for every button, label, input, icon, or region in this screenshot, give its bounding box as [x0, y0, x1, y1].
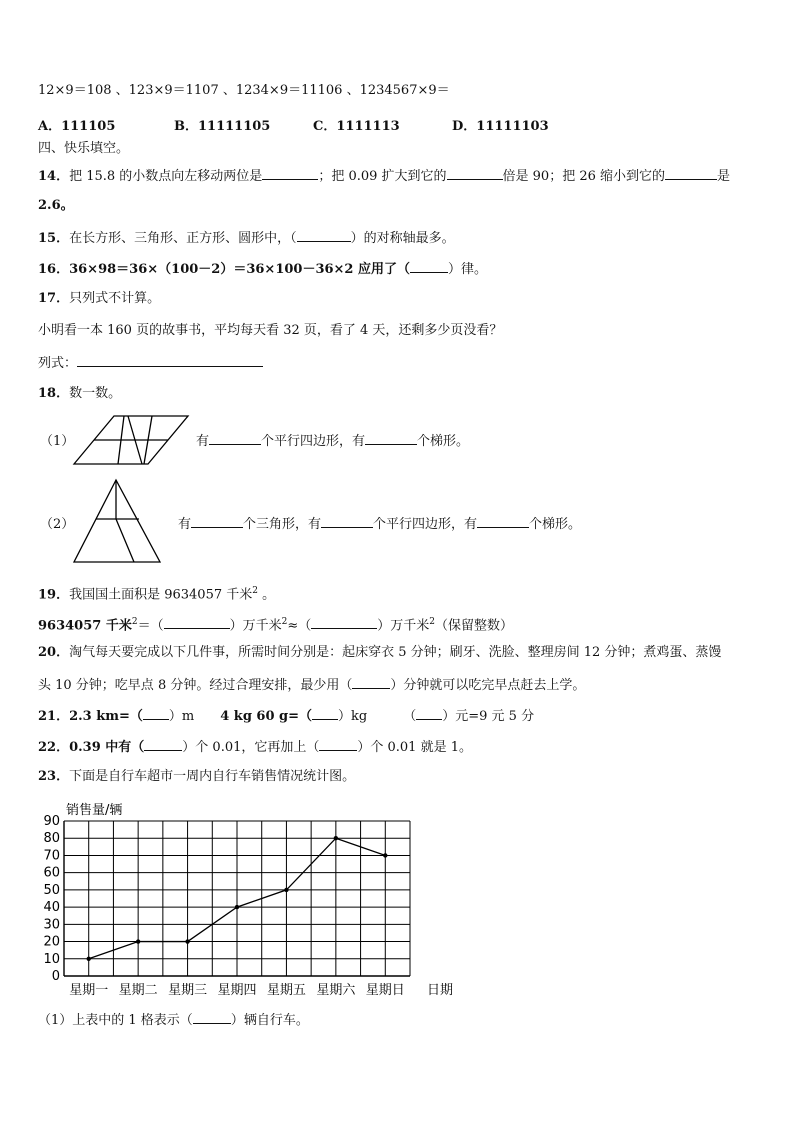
- q19-l2-f: （保留整数）: [435, 618, 514, 634]
- q21-a2: ）m: [168, 709, 195, 724]
- q19-end: 。: [258, 587, 276, 603]
- q20-blank[interactable]: [352, 675, 390, 689]
- q19-sup-4: 2: [429, 617, 436, 627]
- q17-number: 17．: [38, 291, 70, 306]
- q19-sup-1: 2: [252, 586, 258, 596]
- q22-line: [38, 737, 472, 757]
- q22-b: ）个 0.01，它再加上（: [182, 740, 320, 755]
- q18-p2-a: 有: [178, 517, 192, 532]
- q23-title: 下面是自行车超市一周内自行车销售情况统计图。: [69, 769, 356, 784]
- q17-answer-blank[interactable]: [77, 353, 263, 367]
- q20-number: 20．: [38, 645, 70, 660]
- q18-p1-blank-2[interactable]: [365, 431, 417, 445]
- q23-title-line: [38, 768, 355, 786]
- q18-p2-b: 个三角形，有: [243, 517, 322, 532]
- q19-l2-b: ＝（: [137, 618, 164, 634]
- q20-line1: [38, 644, 721, 662]
- q20-text-2a: 头 10 分钟；吃早点 8 分钟。经过合理安排，最少用（: [38, 678, 353, 693]
- data-point-1: [87, 957, 91, 961]
- q16-number: 16．: [38, 262, 70, 277]
- q19-l2-c: ）万千米: [229, 618, 282, 634]
- q15-blank[interactable]: [297, 228, 351, 242]
- data-point-5: [284, 888, 288, 892]
- q15-number: 15．: [38, 231, 70, 246]
- q18-part1-text: [196, 430, 469, 449]
- x-axis-label: 日期: [426, 983, 454, 998]
- q14-blank-3[interactable]: [665, 166, 717, 180]
- q19-line2: [38, 613, 513, 635]
- q14-blank-1[interactable]: [262, 166, 318, 180]
- q21-b2: ）kg: [338, 709, 368, 724]
- y-tick-label: 30: [43, 917, 60, 933]
- q18-part1-number: （1）: [40, 434, 75, 449]
- data-point-6: [334, 836, 338, 840]
- q21-c2: ）元=9 元 5 分: [442, 709, 535, 724]
- q14-line1: [38, 166, 730, 186]
- q18-title-line: [38, 385, 121, 403]
- q22-c: ）个 0.01 就是 1。: [357, 740, 472, 755]
- q13-option-a[interactable]: A．111105: [38, 119, 116, 134]
- q14-line2: 2.6。: [38, 198, 74, 213]
- q16-line: [38, 259, 487, 279]
- q15-text-b: ）的对称轴最多。: [350, 231, 455, 246]
- q19-blank-1[interactable]: [164, 615, 230, 629]
- q14-blank-2[interactable]: [447, 166, 503, 180]
- data-point-4: [235, 905, 239, 909]
- y-tick-label: 90: [43, 814, 60, 829]
- q13-option-d[interactable]: D．11111103: [452, 119, 549, 134]
- q20-text-2b: ）分钟就可以吃完早点赶去上学。: [390, 678, 586, 693]
- x-tick-label: 星期四: [217, 983, 257, 998]
- data-point-2: [136, 939, 140, 943]
- q17-problem: 小明看一本 160 页的故事书，平均每天看 32 页，看了 4 天，还剩多少页没看？: [38, 323, 503, 338]
- q16-text-a: 36×98＝36×（100－2）＝36×100－36×2 应用了（: [69, 262, 411, 277]
- q18-p1-blank-1[interactable]: [209, 431, 261, 445]
- q18-p2-blank-3[interactable]: [477, 514, 529, 528]
- y-tick-label: 80: [43, 831, 60, 847]
- q21-blank-1[interactable]: [143, 706, 169, 720]
- y-axis-label: 销售量/辆: [66, 803, 123, 818]
- q19-sup-2: 2: [131, 617, 138, 627]
- q20-text-1: 淘气每天要完成以下几件事，所需时间分别是：起床穿衣 5 分钟；刷牙、洗脸、整理房间 12 分钟；煮鸡蛋、蒸馒: [69, 645, 722, 660]
- q14-text-c: 倍是 90；把 26 缩小到它的: [502, 169, 666, 184]
- sales-line-chart: [30, 798, 480, 998]
- q18-figure-1: [72, 414, 190, 466]
- q17-title: 只列式不计算。: [69, 291, 161, 306]
- q21-blank-2[interactable]: [312, 706, 338, 720]
- q21-blank-3[interactable]: [416, 706, 442, 720]
- data-point-3: [185, 939, 189, 943]
- q13-option-b[interactable]: B．11111105: [174, 119, 271, 134]
- y-tick-label: 10: [43, 951, 60, 967]
- q23-number: 23．: [38, 769, 70, 784]
- y-tick-label: 50: [43, 882, 60, 898]
- q17-title-line: [38, 290, 160, 308]
- q18-title: 数一数。: [69, 386, 122, 401]
- q17-answer-label: 列式：: [38, 356, 78, 371]
- y-tick-label: 60: [43, 865, 60, 881]
- triangle-diagonal: [116, 519, 134, 562]
- y-tick-label: 0: [51, 969, 60, 984]
- q18-part2-text: [178, 513, 581, 532]
- q14-text-d: 是: [717, 169, 731, 184]
- x-tick-label: 星期三: [168, 983, 208, 998]
- q15-line: [38, 228, 455, 248]
- q19-stem: 我国国土面积是 9634057 千米: [69, 587, 253, 603]
- q20-line2: [38, 675, 585, 695]
- q23-sub1-a: （1）上表中的 1 格表示（: [38, 1013, 193, 1028]
- q18-p1-b: 个平行四边形，有: [261, 434, 366, 449]
- q23-sub1-line: [38, 1010, 309, 1030]
- q19-l2-d: ≈（: [287, 618, 312, 634]
- x-tick-label: 星期五: [266, 983, 306, 998]
- q14-text-a: 把 15.8 的小数点向左移动两位是: [69, 169, 263, 184]
- data-point-7: [383, 853, 387, 857]
- q19-l2-a: 9634057 千米: [38, 618, 132, 634]
- q19-line1: [38, 582, 275, 604]
- q18-figure-2: [72, 478, 164, 564]
- q16-text-b: ）律。: [448, 262, 488, 277]
- y-tick-label: 40: [43, 900, 60, 916]
- q18-number: 18．: [38, 386, 70, 401]
- q19-number: 19．: [38, 587, 70, 603]
- q16-blank[interactable]: [410, 259, 448, 273]
- x-tick-label: 星期六: [316, 983, 356, 998]
- x-tick-label: 星期日: [365, 983, 405, 998]
- q21-a1: 2.3 km=（: [69, 709, 143, 724]
- q21-b1: 4 kg 60 g=（: [220, 709, 313, 724]
- q18-p2-blank-1[interactable]: [191, 514, 243, 528]
- y-tick-label: 20: [43, 934, 60, 950]
- q22-blank-2[interactable]: [319, 737, 357, 751]
- q18-p2-blank-2[interactable]: [321, 514, 373, 528]
- q15-text-a: 在长方形、三角形、正方形、圆形中，（: [69, 231, 297, 246]
- q18-p1-c: 个梯形。: [417, 434, 470, 449]
- q13-stem: 12×9＝108 、123×9＝1107 、1234×9＝11106 、1234567×9＝: [38, 83, 450, 98]
- q23-sub1-b: ）辆自行车。: [230, 1013, 309, 1028]
- y-tick-label: 70: [43, 848, 60, 864]
- q13-option-c[interactable]: C．1111113: [313, 119, 400, 134]
- x-tick-label: 星期二: [118, 983, 158, 998]
- q22-number: 22．: [38, 740, 70, 755]
- q21-line: [38, 706, 534, 726]
- section-title: 四、快乐填空。: [38, 141, 130, 156]
- q21-c1: （: [403, 709, 417, 724]
- q22-a: 0.39 中有（: [69, 740, 145, 755]
- q19-blank-2[interactable]: [311, 615, 377, 629]
- q17-answer-line: [38, 353, 263, 373]
- q23-sub1-blank[interactable]: [193, 1010, 231, 1024]
- x-tick-label: 星期一: [69, 983, 109, 998]
- q14-text-b: ；把 0.09 扩大到它的: [318, 169, 447, 184]
- q19-sup-3: 2: [281, 617, 288, 627]
- q18-part2-number: （2）: [40, 517, 75, 532]
- q19-l2-e: ）万千米: [377, 618, 430, 634]
- q18-p1-a: 有: [196, 434, 210, 449]
- q21-number: 21．: [38, 709, 70, 724]
- q22-blank-1[interactable]: [144, 737, 182, 751]
- q18-p2-d: 个梯形。: [529, 517, 582, 532]
- q14-number: 14．: [38, 169, 70, 184]
- q18-p2-c: 个平行四边形，有: [373, 517, 478, 532]
